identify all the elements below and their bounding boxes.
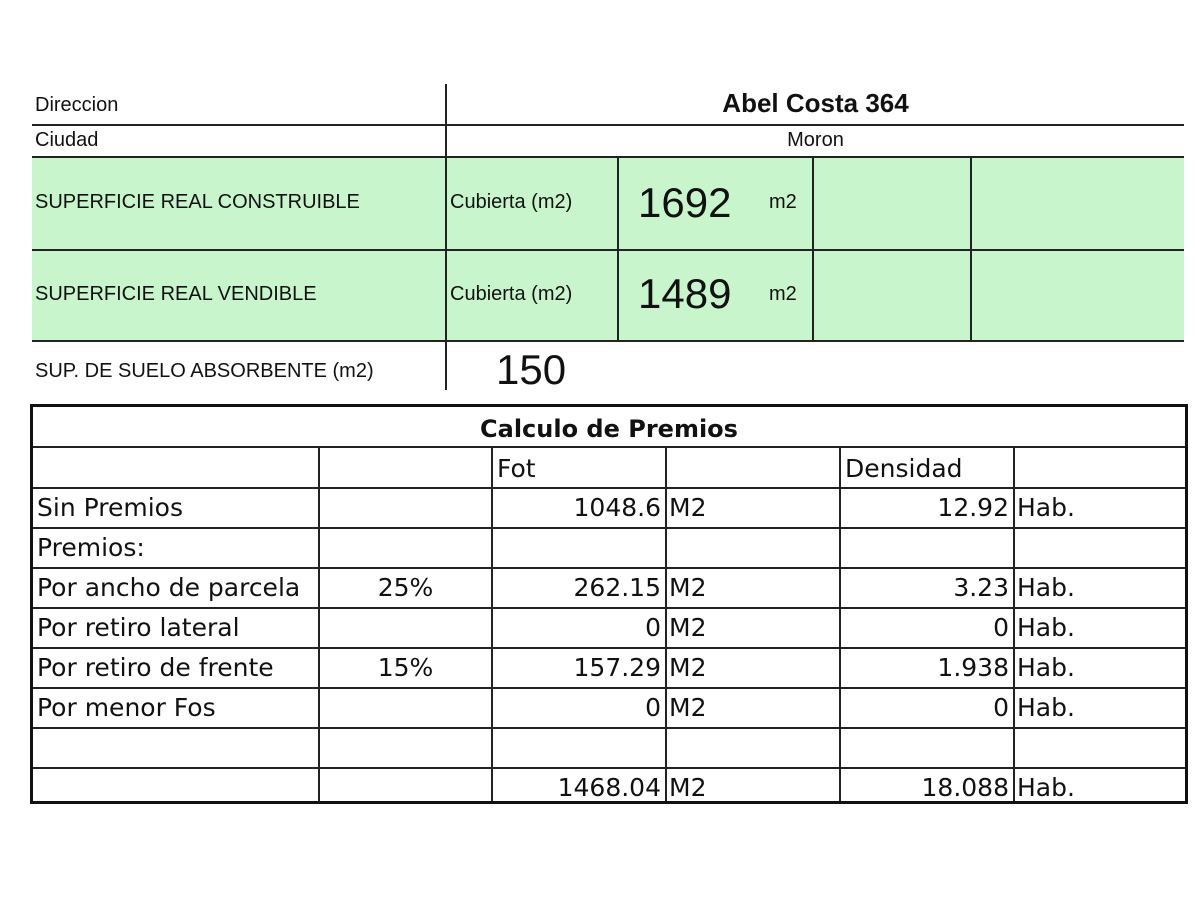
- row-fot-value: 0: [645, 693, 661, 722]
- row-fot-unit: M2: [669, 693, 707, 722]
- row-fot-value: 1468.04: [557, 773, 661, 802]
- construible-value: 1692: [638, 179, 732, 226]
- suelo-value: 150: [496, 346, 567, 393]
- premios-table: [30, 404, 1188, 804]
- row-fot-value: 1048.6: [573, 493, 661, 522]
- row-densidad-unit: Hab.: [1017, 653, 1075, 682]
- row-densidad-unit: Hab.: [1017, 573, 1075, 602]
- row-label: Por menor Fos: [37, 693, 216, 722]
- row-fot-value: 157.29: [573, 653, 661, 682]
- vendible-value: 1489: [638, 270, 732, 317]
- row-fot-unit: M2: [669, 773, 707, 802]
- row-fot-value: 0: [645, 613, 661, 642]
- suelo-label: SUP. DE SUELO ABSORBENTE (m2): [35, 360, 374, 382]
- row-fot-unit: M2: [669, 493, 707, 522]
- construible-unit: m2: [769, 191, 797, 213]
- row-percent: 25%: [377, 573, 434, 602]
- row-fot-value: 262.15: [573, 573, 661, 602]
- row-densidad-unit: Hab.: [1017, 693, 1075, 722]
- premios-title: Calculo de Premios: [480, 415, 738, 443]
- row-label: Premios:: [37, 533, 145, 562]
- row-fot-unit: M2: [669, 653, 707, 682]
- row-fot-unit: M2: [669, 573, 707, 602]
- row-densidad-value: 12.92: [937, 493, 1009, 522]
- construible-label: SUPERFICIE REAL CONSTRUIBLE: [35, 191, 360, 213]
- vendible-unit: m2: [769, 283, 797, 305]
- row-densidad-value: 18.088: [921, 773, 1009, 802]
- row-densidad-value: 3.23: [953, 573, 1009, 602]
- direccion-label: Direccion: [35, 94, 119, 116]
- vendible-type-label: Cubierta (m2): [450, 283, 573, 305]
- row-label: Por ancho de parcela: [37, 573, 301, 602]
- property-sheet: [32, 84, 1184, 393]
- row-densidad-unit: Hab.: [1017, 773, 1075, 802]
- row-label: Por retiro lateral: [37, 613, 240, 642]
- row-densidad-value: 0: [993, 613, 1009, 642]
- vendible-label: SUPERFICIE REAL VENDIBLE: [35, 283, 317, 305]
- row-densidad-unit: Hab.: [1017, 493, 1075, 522]
- row-densidad-value: 1.938: [937, 653, 1009, 682]
- construible-type-label: Cubierta (m2): [450, 191, 573, 213]
- row-fot-unit: M2: [669, 613, 707, 642]
- ciudad-label: Ciudad: [35, 129, 99, 151]
- row-label: Sin Premios: [37, 493, 183, 522]
- direccion-value: Abel Costa 364: [722, 88, 909, 118]
- row-label: Por retiro de frente: [37, 653, 274, 682]
- row-densidad-value: 0: [993, 693, 1009, 722]
- row-densidad-unit: Hab.: [1017, 613, 1075, 642]
- row-percent: 15%: [377, 653, 434, 682]
- fot-header: Fot: [497, 454, 536, 483]
- densidad-header: Densidad: [845, 454, 963, 483]
- ciudad-value: Moron: [787, 129, 844, 151]
